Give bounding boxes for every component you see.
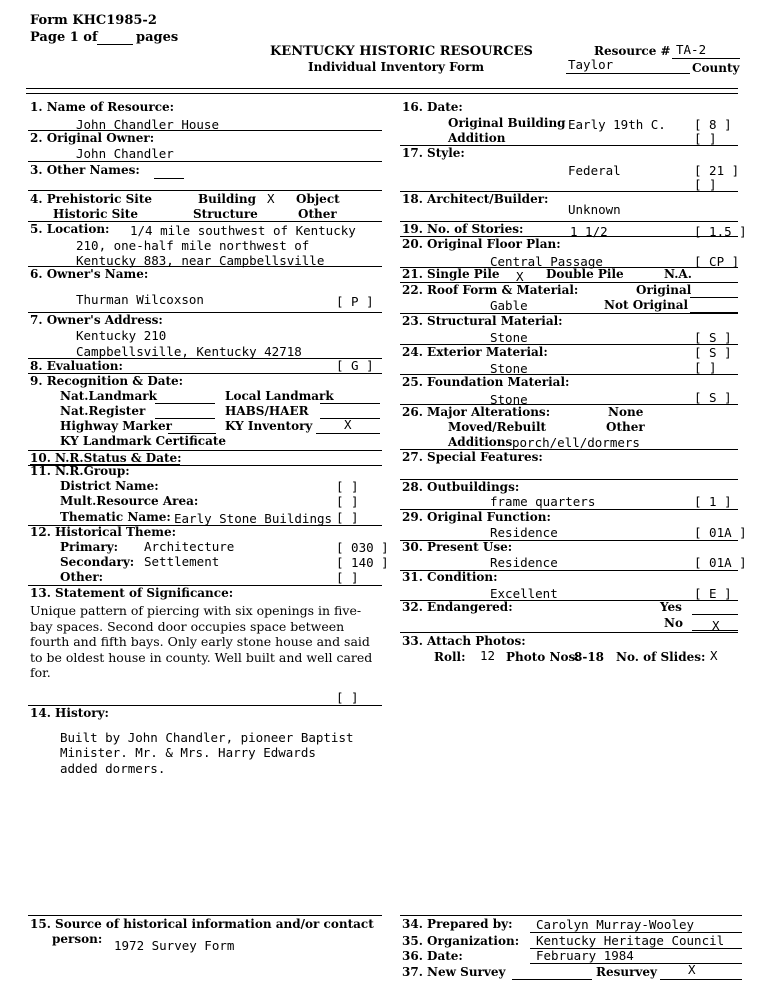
history-label: 14. History: bbox=[30, 706, 109, 720]
header-rule bbox=[26, 88, 738, 89]
thematic-name-label: Thematic Name: bbox=[60, 510, 171, 524]
stories-label: 19. No. of Stories: bbox=[402, 222, 524, 236]
other-names-label: 3. Other Names: bbox=[30, 163, 140, 177]
divider bbox=[28, 161, 382, 162]
structural-material-code: [ S ] bbox=[694, 330, 732, 345]
prehistoric-site-label: 4. Prehistoric Site bbox=[30, 192, 153, 206]
date-label: 16. Date: bbox=[402, 100, 463, 114]
location-label: 5. Location: bbox=[30, 222, 110, 236]
survey-date-label: 36. Date: bbox=[402, 949, 463, 963]
location-line-1: 1/4 mile southwest of Kentucky bbox=[130, 223, 356, 238]
divider bbox=[28, 915, 382, 916]
single-pile-label: 21. Single Pile bbox=[402, 267, 500, 281]
original-owner-label: 2. Original Owner: bbox=[30, 131, 155, 145]
outbuildings-code: [ 1 ] bbox=[694, 494, 732, 509]
resurvey-mark: X bbox=[688, 962, 696, 977]
foundation-material-code: [ S ] bbox=[694, 390, 732, 405]
thematic-name-value: Early Stone Buildings bbox=[174, 511, 333, 526]
endangered-no-line bbox=[692, 630, 738, 631]
prepared-by-label: 34. Prepared by: bbox=[402, 917, 513, 931]
alterations-label: 26. Major Alterations: bbox=[402, 405, 551, 419]
exterior-material-value: Stone bbox=[490, 361, 528, 376]
local-landmark-label: Local Landmark bbox=[225, 389, 334, 403]
other-theme-code: [ ] bbox=[336, 570, 359, 585]
building-mark: X bbox=[267, 191, 275, 206]
roof-original-line bbox=[690, 297, 738, 298]
structural-material-value: Stone bbox=[490, 330, 528, 345]
ky-inventory-label: KY Inventory bbox=[225, 419, 313, 433]
ky-inventory-mark: X bbox=[344, 417, 352, 432]
original-building-label: Original Building bbox=[448, 116, 566, 130]
significance-label: 13. Statement of Significance: bbox=[30, 586, 234, 600]
present-use-value: Residence bbox=[490, 555, 558, 570]
resource-line bbox=[672, 58, 740, 59]
primary-code: [ 030 ] bbox=[336, 540, 389, 555]
history-line-1: Built by John Chandler, pioneer Baptist bbox=[60, 730, 354, 745]
double-pile-label: Double Pile bbox=[546, 267, 624, 281]
new-survey-line bbox=[512, 979, 592, 980]
alterations-other-label: Other bbox=[606, 420, 645, 434]
district-code: [ ] bbox=[336, 479, 359, 494]
outbuildings-label: 28. Outbuildings: bbox=[402, 480, 520, 494]
outbuildings-value: frame quarters bbox=[490, 494, 596, 509]
original-building-code: [ 8 ] bbox=[694, 117, 732, 132]
stories-value: 1 1/2 bbox=[570, 224, 608, 239]
resurvey-label: Resurvey bbox=[596, 965, 657, 979]
exterior-material-label: 24. Exterior Material: bbox=[402, 345, 548, 359]
habs-haer-label: HABS/HAER bbox=[225, 404, 309, 418]
ky-inventory-line bbox=[316, 433, 380, 434]
style-label: 17. Style: bbox=[402, 146, 465, 160]
foundation-material-label: 25. Foundation Material: bbox=[402, 375, 570, 389]
floor-plan-label: 20. Original Floor Plan: bbox=[402, 237, 561, 251]
evaluation-code: [ G ] bbox=[336, 358, 374, 373]
moved-rebuilt-label: Moved/Rebuilt bbox=[448, 420, 547, 434]
foundation-material-value: Stone bbox=[490, 392, 528, 407]
single-pile-mark: X bbox=[516, 269, 524, 284]
additions-value: porch/ell/dormers bbox=[512, 435, 640, 450]
secondary-value: Settlement bbox=[144, 554, 220, 569]
architect-value: Unknown bbox=[568, 202, 621, 217]
prepared-by-value: Carolyn Murray-Wooley bbox=[536, 917, 695, 932]
original-function-code: [ 01A ] bbox=[694, 525, 747, 540]
nat-landmark-label: Nat.Landmark bbox=[60, 389, 157, 403]
mult-resource-code: [ ] bbox=[336, 494, 359, 509]
form-number: Form KHC1985-2 bbox=[30, 13, 157, 28]
mult-resource-label: Mult.Resource Area: bbox=[60, 494, 199, 508]
owner-address-line-2: Campbellsville, Kentucky 42718 bbox=[76, 344, 302, 359]
header-rule-2 bbox=[26, 93, 738, 94]
endangered-yes-line bbox=[692, 614, 738, 615]
photo-nos-label: Photo Nos: bbox=[506, 650, 580, 664]
owner-name-label: 6. Owner's Name: bbox=[30, 267, 149, 281]
organization-label: 35. Organization: bbox=[402, 934, 520, 948]
owner-address-line-1: Kentucky 210 bbox=[76, 328, 167, 343]
name-of-resource-value: John Chandler House bbox=[76, 117, 219, 132]
history-line-3: added dormers. bbox=[60, 761, 166, 776]
historical-theme-label: 12. Historical Theme: bbox=[30, 525, 177, 539]
source-value: 1972 Survey Form bbox=[114, 938, 235, 953]
roof-not-original-label: Not Original bbox=[604, 298, 689, 312]
roof-form-value: Gable bbox=[490, 298, 528, 313]
special-features-label: 27. Special Features: bbox=[402, 450, 543, 464]
county-value: Taylor bbox=[568, 57, 614, 72]
additions-label: Additions bbox=[448, 435, 513, 449]
nr-status-label: 10. N.R.Status & Date: bbox=[30, 451, 182, 465]
floor-plan-code: [ CP ] bbox=[694, 254, 740, 269]
recognition-label: 9. Recognition & Date: bbox=[30, 374, 184, 388]
exterior-material-code: [ S ] bbox=[694, 345, 732, 360]
endangered-yes-label: Yes bbox=[660, 600, 682, 614]
owner-name-value: Thurman Wilcoxson bbox=[76, 292, 204, 307]
original-building-value: Early 19th C. bbox=[568, 117, 666, 132]
original-owner-value: John Chandler bbox=[76, 146, 174, 161]
present-use-label: 30. Present Use: bbox=[402, 540, 513, 554]
county-line bbox=[566, 73, 690, 74]
style-value: Federal bbox=[568, 163, 621, 178]
primary-label: Primary: bbox=[60, 540, 119, 554]
divider bbox=[400, 632, 738, 633]
historic-site-label: Historic Site bbox=[53, 207, 138, 221]
secondary-label: Secondary: bbox=[60, 555, 135, 569]
roof-original-label: Original bbox=[636, 283, 692, 297]
page-count-line bbox=[97, 44, 133, 45]
highway-marker-label: Highway Marker bbox=[60, 419, 172, 433]
thematic-code: [ ] bbox=[336, 510, 359, 525]
district-name-label: District Name: bbox=[60, 479, 159, 493]
structure-label: Structure bbox=[193, 207, 258, 221]
nat-register-label: Nat.Register bbox=[60, 404, 146, 418]
page-prefix: Page 1 of bbox=[30, 30, 98, 45]
floor-plan-value: Central Passage bbox=[490, 254, 603, 269]
addition-code: [ ] bbox=[694, 131, 717, 146]
structural-material-label: 23. Structural Material: bbox=[402, 314, 563, 328]
new-survey-label: 37. New Survey bbox=[402, 965, 506, 979]
owner-code: [ P ] bbox=[336, 294, 374, 309]
significance-text: Unique pattern of piercing with six openings in five-bay spaces. Second door occupies space between fourth and fifth bays. Only early stone house and said to be oldest house in county. Well built and well cared for. bbox=[30, 603, 373, 680]
significance-code: [ ] bbox=[336, 690, 359, 705]
nr-group-label: 11. N.R.Group: bbox=[30, 464, 130, 478]
original-function-label: 29. Original Function: bbox=[402, 510, 551, 524]
survey-date-line bbox=[530, 963, 742, 964]
resource-label: Resource # bbox=[594, 44, 671, 58]
source-person-label: person: bbox=[52, 932, 103, 946]
location-line-3: Kentucky 883, near Campbellsville bbox=[76, 253, 325, 268]
addition-label: Addition bbox=[448, 131, 506, 145]
secondary-code: [ 140 ] bbox=[336, 555, 389, 570]
object-label: Object bbox=[296, 192, 340, 206]
condition-value: Excellent bbox=[490, 586, 558, 601]
other-label: Other bbox=[298, 207, 337, 221]
form-title: KENTUCKY HISTORIC RESOURCES bbox=[270, 44, 533, 59]
roof-form-label: 22. Roof Form & Material: bbox=[402, 283, 579, 297]
endangered-label: 32. Endangered: bbox=[402, 600, 513, 614]
other-names-line bbox=[154, 178, 184, 179]
attach-photos-label: 33. Attach Photos: bbox=[402, 634, 526, 648]
roll-label: Roll: bbox=[434, 650, 466, 664]
resource-value: TA-2 bbox=[676, 42, 707, 57]
name-of-resource-label: 1. Name of Resource: bbox=[30, 100, 175, 114]
endangered-no-mark: X bbox=[712, 618, 720, 633]
resurvey-line bbox=[660, 979, 742, 980]
slides-value: X bbox=[710, 648, 718, 663]
page-suffix: pages bbox=[136, 30, 179, 45]
local-landmark-line bbox=[320, 403, 380, 404]
county-label: County bbox=[692, 61, 740, 75]
history-line-2: Minister. Mr. & Mrs. Harry Edwards bbox=[60, 745, 316, 760]
primary-value: Architecture bbox=[144, 539, 235, 554]
owner-address-label: 7. Owner's Address: bbox=[30, 313, 163, 327]
roll-value: 12 bbox=[480, 648, 496, 663]
nat-landmark-line bbox=[155, 403, 215, 404]
slides-label: No. of Slides: bbox=[616, 650, 706, 664]
present-use-code: [ 01A ] bbox=[694, 555, 747, 570]
exterior-material-code-2: [ ] bbox=[694, 360, 717, 375]
evaluation-label: 8. Evaluation: bbox=[30, 359, 123, 373]
ky-landmark-cert-label: KY Landmark Certificate bbox=[60, 434, 227, 448]
condition-label: 31. Condition: bbox=[402, 570, 498, 584]
survey-date-value: February 1984 bbox=[536, 948, 634, 963]
endangered-no-label: No bbox=[664, 616, 683, 630]
form-subtitle: Individual Inventory Form bbox=[308, 60, 485, 74]
photo-nos-value: 8-18 bbox=[574, 650, 605, 664]
style-code: [ 21 ] bbox=[694, 163, 740, 178]
source-label: 15. Source of historical information and/or contact bbox=[30, 917, 374, 931]
alterations-none-label: None bbox=[608, 405, 644, 419]
organization-value: Kentucky Heritage Council bbox=[536, 933, 725, 948]
architect-label: 18. Architect/Builder: bbox=[402, 192, 549, 206]
building-label: Building bbox=[198, 192, 257, 206]
condition-code: [ E ] bbox=[694, 586, 732, 601]
style-code-2: [ ] bbox=[694, 177, 717, 192]
original-function-value: Residence bbox=[490, 525, 558, 540]
other-theme-label: Other: bbox=[60, 570, 104, 584]
na-label: N.A. bbox=[664, 267, 692, 281]
divider bbox=[28, 190, 382, 191]
stories-code: [ 1.5 ] bbox=[694, 224, 747, 239]
divider bbox=[400, 915, 742, 916]
location-line-2: 210, one-half mile northwest of bbox=[76, 238, 310, 253]
